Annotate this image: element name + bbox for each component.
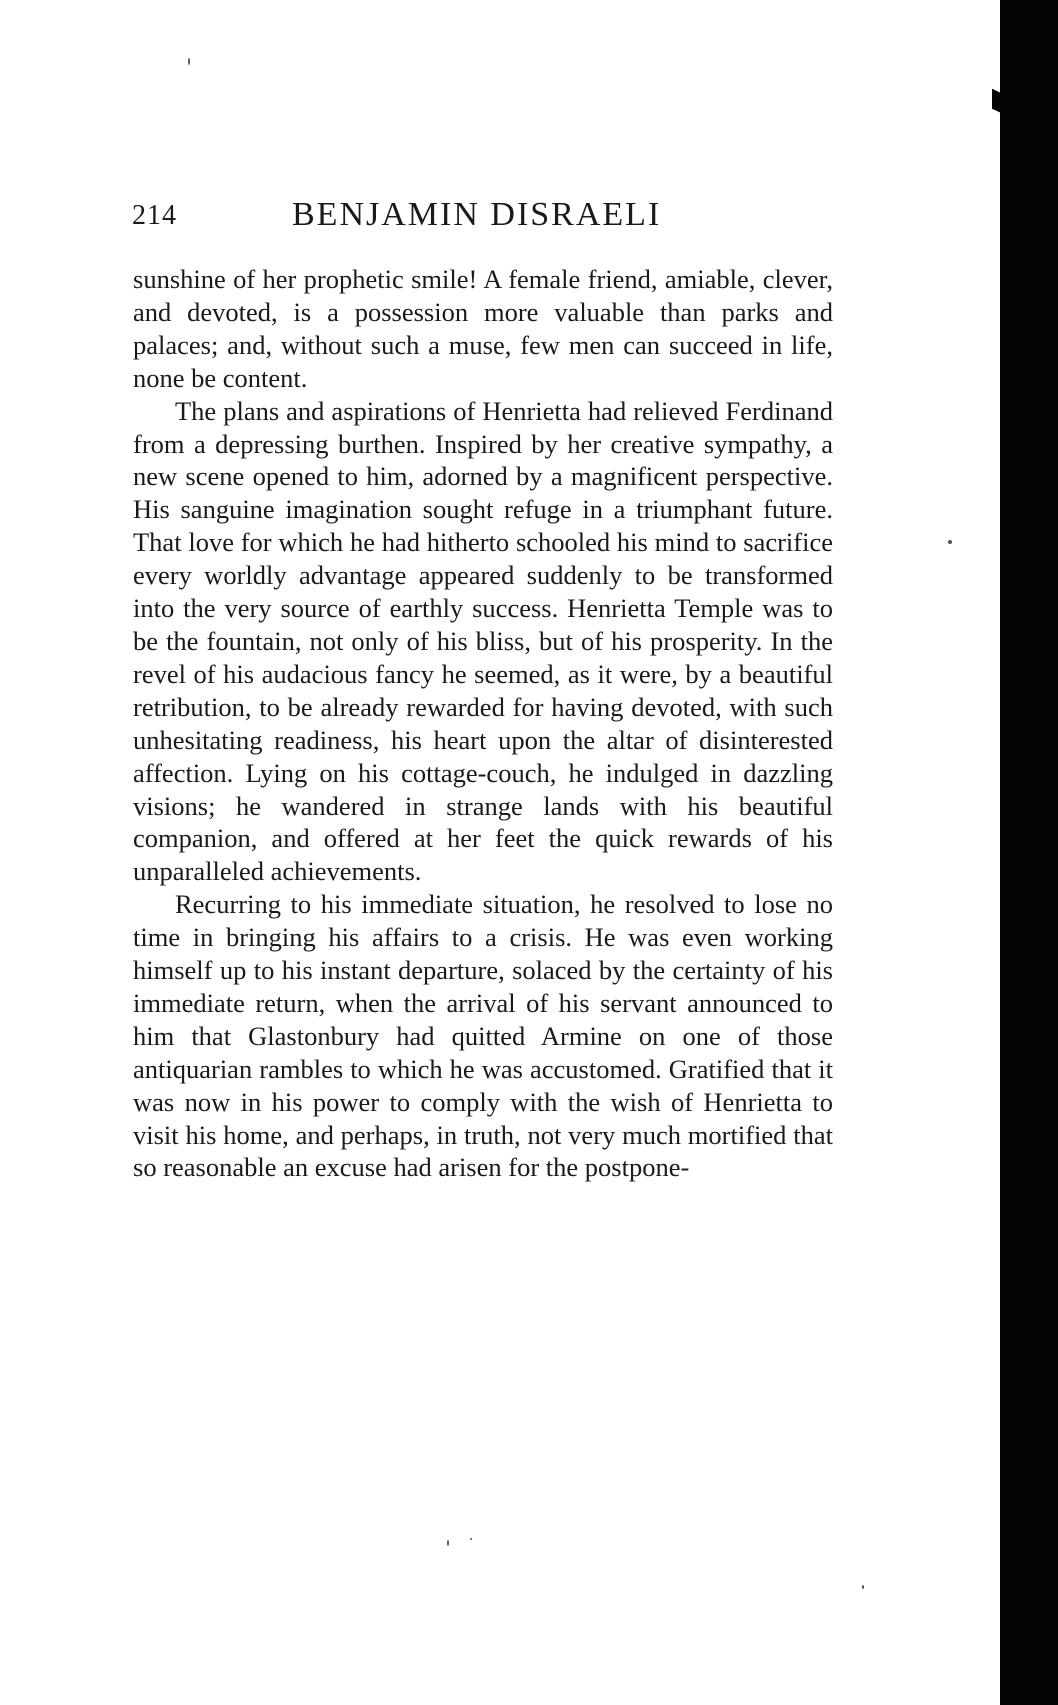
scan-speck bbox=[188, 58, 190, 65]
scan-speck bbox=[948, 540, 952, 544]
paragraph: sunshine of her prophetic smile! A female friend, amiable, clever, and devoted, is a possession more valuable than parks and palaces; and, without such a muse, few men can succeed in life, none be content. bbox=[133, 264, 833, 393]
page-number: 214 bbox=[132, 200, 177, 231]
body-text bbox=[133, 263, 833, 1184]
scan-speck bbox=[862, 1585, 864, 1589]
scan-speck bbox=[470, 1538, 472, 1540]
running-title: BENJAMIN DISRAELI bbox=[292, 196, 662, 233]
paragraph: Recurring to his immediate situation, he resolved to lose no time in bringing his affairs to a crisis. He was even working himself up to his instant departure, solaced by the certainty of his immediate return, when the arrival of his servant announced to him that Glastonbury had quitted Armine on one of those antiquarian rambles to which he was accustomed. Gratified that it was now in his power to comply with the wish of Henrietta to visit his home, and perhaps, in truth, not very much mortified that so reasonable an excuse had arisen for the postpone- bbox=[133, 889, 833, 1183]
page-header bbox=[132, 196, 832, 240]
scan-speck bbox=[447, 1540, 449, 1546]
scan-edge-shadow bbox=[1000, 0, 1058, 1705]
paragraph: The plans and aspirations of Henrietta had relieved Ferdinand from a depressing burthen. Inspired by her creative sympathy, a new scene opened to him, adorned by a magnificent perspective. His sanguine imagination sought refuge in a triumphant future. That love for which he had hitherto schooled his mind to sacrifice every worldly advantage appeared suddenly to be transformed into the very source of earthly success. Henrietta Temple was to be the fountain, not only of his bliss, but of his prosperity. In the revel of his audacious fancy he seemed, as it were, by a beautiful retribution, to be already rewarded for having devoted, with such unhesitating readiness, his heart upon the altar of disinterested affection. Lying on his cottage-couch, he indulged in dazzling visions; he wandered in strange lands with his beautiful companion, and offered at her feet the quick rewards of his unparalleled achievements. bbox=[133, 395, 833, 887]
